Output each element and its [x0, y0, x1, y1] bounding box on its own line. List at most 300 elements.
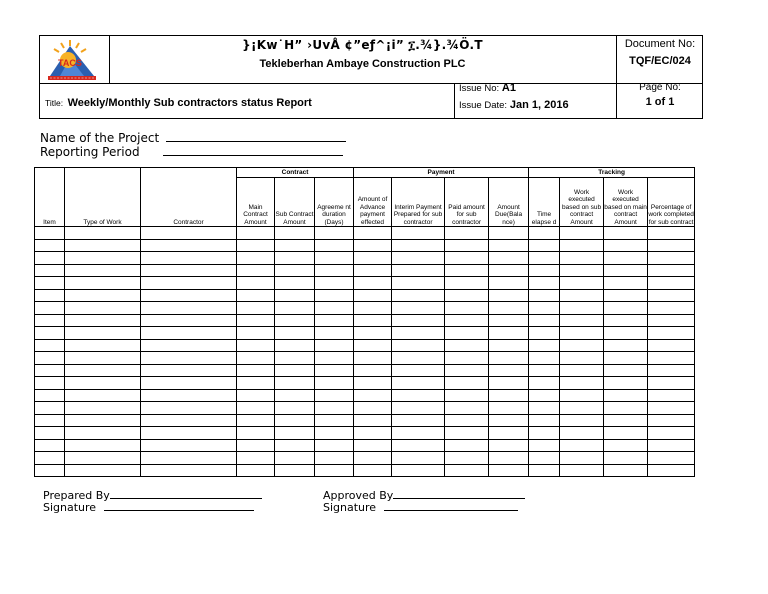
table-cell[interactable]	[354, 389, 392, 402]
table-cell[interactable]	[604, 414, 648, 427]
table-cell[interactable]	[560, 289, 604, 302]
table-cell[interactable]	[445, 402, 489, 415]
table-cell[interactable]	[315, 414, 354, 427]
table-cell[interactable]	[65, 252, 141, 265]
table-cell[interactable]	[489, 414, 529, 427]
table-cell[interactable]	[648, 277, 695, 290]
table-cell[interactable]	[141, 364, 237, 377]
table-cell[interactable]	[529, 439, 560, 452]
table-cell[interactable]	[35, 264, 65, 277]
table-cell[interactable]	[392, 239, 445, 252]
table-cell[interactable]	[354, 252, 392, 265]
table-cell[interactable]	[489, 239, 529, 252]
table-cell[interactable]	[604, 264, 648, 277]
table-cell[interactable]	[489, 427, 529, 440]
table-cell[interactable]	[141, 252, 237, 265]
table-cell[interactable]	[65, 439, 141, 452]
table-cell[interactable]	[237, 327, 275, 340]
table-cell[interactable]	[65, 452, 141, 465]
table-cell[interactable]	[445, 439, 489, 452]
table-cell[interactable]	[237, 452, 275, 465]
table-cell[interactable]	[141, 327, 237, 340]
table-cell[interactable]	[354, 464, 392, 477]
project-name-label: Name of the Project	[40, 131, 160, 145]
table-cell[interactable]	[560, 252, 604, 265]
table-cell[interactable]	[237, 389, 275, 402]
table-cell[interactable]	[275, 414, 315, 427]
table-cell[interactable]	[237, 464, 275, 477]
table-cell[interactable]	[392, 264, 445, 277]
table-cell[interactable]	[648, 464, 695, 477]
table-row	[35, 339, 695, 352]
table-cell[interactable]	[560, 314, 604, 327]
table-cell[interactable]	[560, 439, 604, 452]
table-cell[interactable]	[65, 414, 141, 427]
table-cell[interactable]	[604, 239, 648, 252]
table-cell[interactable]	[237, 289, 275, 302]
table-cell[interactable]	[65, 389, 141, 402]
table-cell[interactable]	[445, 264, 489, 277]
table-cell[interactable]	[392, 252, 445, 265]
table-cell[interactable]	[529, 364, 560, 377]
table-cell[interactable]	[315, 352, 354, 365]
table-cell[interactable]	[648, 227, 695, 240]
table-cell[interactable]	[529, 414, 560, 427]
table-cell[interactable]	[141, 314, 237, 327]
table-cell[interactable]	[65, 327, 141, 340]
table-cell[interactable]	[648, 302, 695, 315]
table-cell[interactable]	[315, 402, 354, 415]
table-cell[interactable]	[237, 364, 275, 377]
table-cell[interactable]	[604, 227, 648, 240]
table-cell[interactable]	[354, 427, 392, 440]
table-cell[interactable]	[354, 352, 392, 365]
table-cell[interactable]	[392, 389, 445, 402]
table-cell[interactable]	[445, 314, 489, 327]
table-cell[interactable]	[648, 339, 695, 352]
table-cell[interactable]	[35, 452, 65, 465]
table-cell[interactable]	[35, 352, 65, 365]
table-cell[interactable]	[604, 327, 648, 340]
table-cell[interactable]	[648, 439, 695, 452]
table-cell[interactable]	[315, 364, 354, 377]
table-cell[interactable]	[275, 277, 315, 290]
table-cell[interactable]	[529, 327, 560, 340]
table-cell[interactable]	[237, 252, 275, 265]
table-cell[interactable]	[529, 389, 560, 402]
table-cell[interactable]	[35, 364, 65, 377]
table-cell[interactable]	[489, 464, 529, 477]
table-cell[interactable]	[604, 377, 648, 390]
table-cell[interactable]	[445, 464, 489, 477]
table-cell[interactable]	[489, 227, 529, 240]
table-cell[interactable]	[392, 277, 445, 290]
table-cell[interactable]	[529, 239, 560, 252]
table-cell[interactable]	[315, 377, 354, 390]
table-cell[interactable]	[529, 289, 560, 302]
table-cell[interactable]	[445, 339, 489, 352]
table-row	[35, 377, 695, 390]
table-cell[interactable]	[275, 464, 315, 477]
table-cell[interactable]	[445, 389, 489, 402]
table-cell[interactable]	[237, 302, 275, 315]
table-cell[interactable]	[354, 402, 392, 415]
table-cell[interactable]	[275, 252, 315, 265]
report-title-cell	[40, 83, 454, 118]
table-cell[interactable]	[354, 327, 392, 340]
table-cell[interactable]	[392, 339, 445, 352]
table-cell[interactable]	[141, 264, 237, 277]
table-cell[interactable]	[604, 389, 648, 402]
table-row	[35, 227, 695, 240]
table-cell[interactable]	[354, 264, 392, 277]
table-cell[interactable]	[489, 364, 529, 377]
table-cell[interactable]	[141, 352, 237, 365]
table-cell[interactable]	[35, 277, 65, 290]
table-cell[interactable]	[237, 239, 275, 252]
table-cell[interactable]	[489, 277, 529, 290]
table-cell[interactable]	[275, 227, 315, 240]
table-cell[interactable]	[648, 239, 695, 252]
table-cell[interactable]	[604, 252, 648, 265]
table-cell[interactable]	[648, 252, 695, 265]
table-cell[interactable]	[315, 252, 354, 265]
table-cell[interactable]	[141, 239, 237, 252]
table-cell[interactable]	[604, 339, 648, 352]
table-cell[interactable]	[489, 289, 529, 302]
table-cell[interactable]	[237, 314, 275, 327]
table-cell[interactable]	[141, 377, 237, 390]
table-cell[interactable]	[141, 427, 237, 440]
table-cell[interactable]	[35, 252, 65, 265]
table-cell[interactable]	[237, 352, 275, 365]
table-cell[interactable]	[392, 427, 445, 440]
table-cell[interactable]	[648, 377, 695, 390]
amharic-company-title: }¡Kw˙H” ›UvÅ ¢”eƒ^¡i” ፲.¾}.¾Ö.T	[242, 38, 483, 52]
table-cell[interactable]	[141, 289, 237, 302]
table-cell[interactable]	[445, 327, 489, 340]
table-cell[interactable]	[315, 314, 354, 327]
project-name-field[interactable]	[166, 131, 346, 142]
table-cell[interactable]	[35, 439, 65, 452]
table-cell[interactable]	[392, 452, 445, 465]
table-cell[interactable]	[65, 339, 141, 352]
table-cell[interactable]	[237, 439, 275, 452]
table-cell[interactable]	[315, 439, 354, 452]
table-cell[interactable]	[489, 264, 529, 277]
table-cell[interactable]	[275, 352, 315, 365]
document-number-cell	[616, 36, 703, 84]
table-cell[interactable]	[604, 352, 648, 365]
table-cell[interactable]	[604, 302, 648, 315]
table-cell[interactable]	[354, 314, 392, 327]
table-cell[interactable]	[560, 227, 604, 240]
table-cell[interactable]	[489, 327, 529, 340]
table-cell[interactable]	[35, 402, 65, 415]
table-cell[interactable]	[354, 277, 392, 290]
table-cell[interactable]	[354, 439, 392, 452]
table-cell[interactable]	[560, 452, 604, 465]
table-cell[interactable]	[648, 264, 695, 277]
table-cell[interactable]	[35, 427, 65, 440]
table-cell[interactable]	[445, 452, 489, 465]
table-cell[interactable]	[237, 277, 275, 290]
table-cell[interactable]	[65, 377, 141, 390]
table-cell[interactable]	[445, 252, 489, 265]
table-cell[interactable]	[392, 289, 445, 302]
table-cell[interactable]	[315, 339, 354, 352]
table-cell[interactable]	[445, 227, 489, 240]
table-cell[interactable]	[35, 314, 65, 327]
table-cell[interactable]	[604, 464, 648, 477]
table-cell[interactable]	[141, 339, 237, 352]
table-cell[interactable]	[529, 314, 560, 327]
table-cell[interactable]	[65, 314, 141, 327]
table-cell[interactable]	[354, 239, 392, 252]
table-cell[interactable]	[648, 414, 695, 427]
table-cell[interactable]	[354, 339, 392, 352]
table-cell[interactable]	[529, 339, 560, 352]
table-cell[interactable]	[237, 377, 275, 390]
table-cell[interactable]	[604, 402, 648, 415]
table-cell[interactable]	[529, 352, 560, 365]
report-title: Weekly/Monthly Sub contractors status Report	[67, 97, 312, 109]
table-cell[interactable]	[489, 339, 529, 352]
table-cell[interactable]	[648, 402, 695, 415]
table-cell[interactable]	[315, 327, 354, 340]
table-cell[interactable]	[392, 314, 445, 327]
table-cell[interactable]	[489, 314, 529, 327]
table-cell[interactable]	[354, 364, 392, 377]
table-row	[35, 252, 695, 265]
table-cell[interactable]	[445, 414, 489, 427]
table-cell[interactable]	[489, 302, 529, 315]
table-cell[interactable]	[275, 364, 315, 377]
table-cell[interactable]	[35, 339, 65, 352]
table-cell[interactable]	[65, 464, 141, 477]
table-cell[interactable]	[604, 289, 648, 302]
table-cell[interactable]	[65, 227, 141, 240]
table-cell[interactable]	[489, 252, 529, 265]
table-cell[interactable]	[275, 427, 315, 440]
signature-right-field[interactable]	[384, 500, 518, 511]
table-cell[interactable]	[35, 289, 65, 302]
table-cell[interactable]	[560, 352, 604, 365]
col-sub-contract-amount: Sub Contract Amount	[275, 178, 315, 227]
table-cell[interactable]	[445, 289, 489, 302]
table-cell[interactable]	[529, 264, 560, 277]
table-cell[interactable]	[392, 414, 445, 427]
table-cell[interactable]	[604, 277, 648, 290]
prepared-by-field[interactable]	[110, 488, 262, 499]
table-cell[interactable]	[604, 364, 648, 377]
table-cell[interactable]	[392, 377, 445, 390]
table-cell[interactable]	[445, 364, 489, 377]
table-cell[interactable]	[392, 352, 445, 365]
table-cell[interactable]	[354, 289, 392, 302]
signature-right-label: Signature	[323, 501, 377, 514]
table-cell[interactable]	[392, 302, 445, 315]
table-cell[interactable]	[354, 227, 392, 240]
table-cell[interactable]	[560, 327, 604, 340]
table-cell[interactable]	[65, 277, 141, 290]
table-cell[interactable]	[648, 327, 695, 340]
table-cell[interactable]	[560, 277, 604, 290]
table-cell[interactable]	[315, 227, 354, 240]
table-cell[interactable]	[560, 427, 604, 440]
approved-by-field[interactable]	[393, 488, 525, 499]
table-cell[interactable]	[354, 414, 392, 427]
table-cell[interactable]	[65, 427, 141, 440]
table-cell[interactable]	[35, 414, 65, 427]
table-cell[interactable]	[315, 289, 354, 302]
table-cell[interactable]	[489, 402, 529, 415]
table-cell[interactable]	[560, 414, 604, 427]
table-cell[interactable]	[65, 302, 141, 315]
table-cell[interactable]	[237, 264, 275, 277]
table-cell[interactable]	[354, 452, 392, 465]
table-cell[interactable]	[529, 252, 560, 265]
table-cell[interactable]	[65, 264, 141, 277]
table-cell[interactable]	[141, 414, 237, 427]
table-cell[interactable]	[445, 239, 489, 252]
table-cell[interactable]	[315, 464, 354, 477]
table-cell[interactable]	[141, 464, 237, 477]
table-cell[interactable]	[445, 302, 489, 315]
table-cell[interactable]	[392, 364, 445, 377]
table-cell[interactable]	[648, 389, 695, 402]
table-cell[interactable]	[141, 227, 237, 240]
table-cell[interactable]	[392, 402, 445, 415]
table-cell[interactable]	[560, 264, 604, 277]
table-cell[interactable]	[237, 402, 275, 415]
table-cell[interactable]	[141, 402, 237, 415]
group-tracking: Tracking	[529, 168, 695, 178]
table-cell[interactable]	[237, 414, 275, 427]
table-cell[interactable]	[315, 239, 354, 252]
table-cell[interactable]	[529, 302, 560, 315]
table-cell[interactable]	[65, 289, 141, 302]
table-cell[interactable]	[275, 302, 315, 315]
table-cell[interactable]	[529, 227, 560, 240]
table-cell[interactable]	[560, 302, 604, 315]
table-cell[interactable]	[648, 289, 695, 302]
table-cell[interactable]	[648, 352, 695, 365]
table-cell[interactable]	[315, 427, 354, 440]
issue-no: A1	[501, 82, 516, 94]
table-cell[interactable]	[392, 327, 445, 340]
table-cell[interactable]	[141, 452, 237, 465]
table-cell[interactable]	[648, 364, 695, 377]
table-cell[interactable]	[529, 427, 560, 440]
table-cell[interactable]	[392, 439, 445, 452]
table-cell[interactable]	[237, 339, 275, 352]
table-cell[interactable]	[489, 352, 529, 365]
table-cell[interactable]	[141, 277, 237, 290]
table-cell[interactable]	[445, 377, 489, 390]
table-cell[interactable]	[275, 389, 315, 402]
table-cell[interactable]	[529, 377, 560, 390]
table-cell[interactable]	[275, 377, 315, 390]
table-cell[interactable]	[354, 377, 392, 390]
table-cell[interactable]	[35, 377, 65, 390]
table-cell[interactable]	[275, 402, 315, 415]
table-cell[interactable]	[315, 452, 354, 465]
table-cell[interactable]	[65, 352, 141, 365]
table-cell[interactable]	[392, 464, 445, 477]
table-cell[interactable]	[529, 277, 560, 290]
table-cell[interactable]	[648, 427, 695, 440]
table-cell[interactable]	[489, 439, 529, 452]
table-cell[interactable]	[604, 452, 648, 465]
table-cell[interactable]	[560, 402, 604, 415]
table-cell[interactable]	[35, 389, 65, 402]
table-cell[interactable]	[141, 302, 237, 315]
table-cell[interactable]	[275, 264, 315, 277]
table-cell[interactable]	[560, 377, 604, 390]
table-cell[interactable]	[237, 227, 275, 240]
table-cell[interactable]	[275, 289, 315, 302]
table-cell[interactable]	[65, 364, 141, 377]
table-cell[interactable]	[445, 352, 489, 365]
table-cell[interactable]	[275, 339, 315, 352]
table-cell[interactable]	[35, 302, 65, 315]
table-cell[interactable]	[35, 464, 65, 477]
table-cell[interactable]	[648, 452, 695, 465]
table-cell[interactable]	[65, 402, 141, 415]
table-cell[interactable]	[445, 427, 489, 440]
table-cell[interactable]	[604, 439, 648, 452]
table-cell[interactable]	[445, 277, 489, 290]
table-cell[interactable]	[141, 389, 237, 402]
table-cell[interactable]	[489, 377, 529, 390]
table-cell[interactable]	[35, 239, 65, 252]
table-cell[interactable]	[529, 452, 560, 465]
table-cell[interactable]	[275, 327, 315, 340]
table-cell[interactable]	[529, 464, 560, 477]
table-cell[interactable]	[35, 327, 65, 340]
table-cell[interactable]	[35, 227, 65, 240]
table-cell[interactable]	[604, 314, 648, 327]
table-cell[interactable]	[489, 389, 529, 402]
table-cell[interactable]	[315, 389, 354, 402]
reporting-period-field[interactable]	[163, 145, 343, 156]
table-cell[interactable]	[315, 264, 354, 277]
table-cell[interactable]	[560, 239, 604, 252]
table-cell[interactable]	[237, 427, 275, 440]
table-cell[interactable]	[392, 227, 445, 240]
table-row	[35, 277, 695, 290]
table-cell[interactable]	[560, 464, 604, 477]
table-cell[interactable]	[275, 239, 315, 252]
table-cell[interactable]	[560, 364, 604, 377]
table-cell[interactable]	[315, 277, 354, 290]
table-cell[interactable]	[354, 302, 392, 315]
table-cell[interactable]	[275, 314, 315, 327]
table-cell[interactable]	[489, 452, 529, 465]
table-cell[interactable]	[648, 314, 695, 327]
table-cell[interactable]	[604, 427, 648, 440]
table-cell[interactable]	[560, 339, 604, 352]
table-cell[interactable]	[275, 452, 315, 465]
table-cell[interactable]	[560, 389, 604, 402]
table-cell[interactable]	[275, 439, 315, 452]
table-cell[interactable]	[65, 239, 141, 252]
table-cell[interactable]	[529, 402, 560, 415]
table-cell[interactable]	[141, 439, 237, 452]
table-cell[interactable]	[315, 302, 354, 315]
signature-left-field[interactable]	[104, 500, 254, 511]
